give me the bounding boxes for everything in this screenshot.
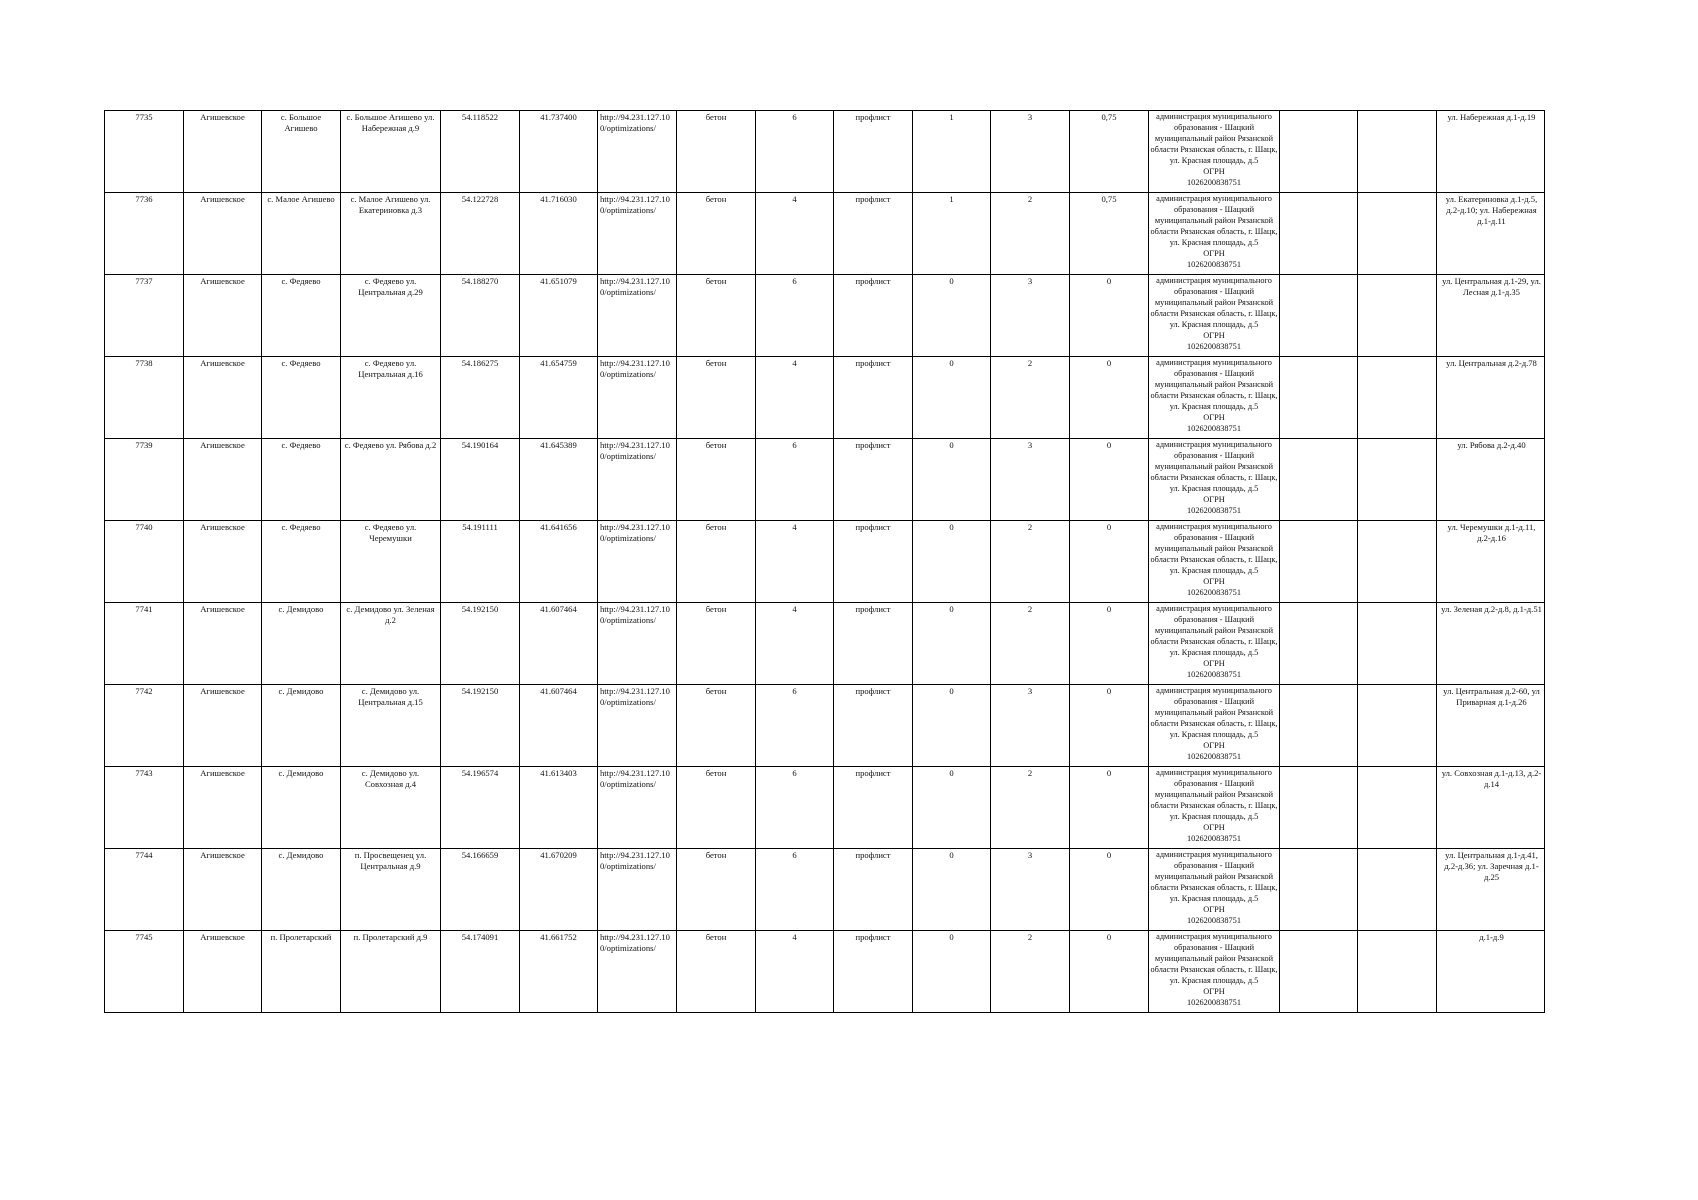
owner-cell [1149, 111, 1280, 193]
scheme-link-cell: http://94.231.127.10 0/optimizations/ [598, 111, 677, 193]
latitude-cell: 54.118522 [441, 111, 520, 193]
surface-cell: бетон [677, 357, 756, 439]
count-cell-2: 3 [991, 275, 1070, 357]
empty-cell-1 [1280, 849, 1358, 931]
served-houses-cell: ул. Набережная д.1-д.19 [1437, 111, 1545, 193]
address-cell: с. Демидово ул. Зеленая д.2 [341, 603, 441, 685]
ogrn-number: 1026200838751 [1187, 178, 1241, 187]
locality-cell: с. Демидово [262, 603, 341, 685]
longitude-cell: 41.607464 [520, 603, 598, 685]
address-cell: с. Федяево ул. Центральная д.16 [341, 357, 441, 439]
latitude-cell: 54.122728 [441, 193, 520, 275]
surface-cell: бетон [677, 111, 756, 193]
scheme-link-cell: http://94.231.127.10 0/optimizations/ [598, 685, 677, 767]
latitude-cell: 54.190164 [441, 439, 520, 521]
empty-cell-2 [1358, 603, 1437, 685]
volume-cell: 0,75 [1070, 193, 1149, 275]
count-cell-1: 0 [913, 521, 991, 603]
owner-ogrn [1150, 330, 1278, 352]
row-number-cell: 7742 [105, 685, 184, 767]
fence-cell: профлист [834, 275, 913, 357]
surface-cell: бетон [677, 439, 756, 521]
scheme-link-cell: http://94.231.127.10 0/optimizations/ [598, 275, 677, 357]
settlement-cell: Агишевское [184, 603, 262, 685]
ogrn-label: ОГРН [1203, 495, 1225, 504]
fence-cell: профлист [834, 111, 913, 193]
area-cell: 4 [756, 521, 834, 603]
empty-cell-2 [1358, 275, 1437, 357]
surface-cell: бетон [677, 275, 756, 357]
served-houses-cell: д.1-д.9 [1437, 931, 1545, 1013]
empty-cell-2 [1358, 849, 1437, 931]
locality-cell: п. Пролетарский [262, 931, 341, 1013]
count-cell-1: 0 [913, 439, 991, 521]
volume-cell: 0,75 [1070, 111, 1149, 193]
longitude-cell: 41.641656 [520, 521, 598, 603]
locality-cell: с. Федяево [262, 357, 341, 439]
empty-cell-1 [1280, 931, 1358, 1013]
area-cell: 6 [756, 111, 834, 193]
empty-cell-2 [1358, 357, 1437, 439]
count-cell-2: 2 [991, 521, 1070, 603]
owner-name: администрация муниципального образования - Шацкий муниципальный район Рязанской области Рязанская область, г. Шацк, ул. Красная площадь, д.5 [1150, 768, 1278, 821]
owner-cell [1149, 603, 1280, 685]
latitude-cell: 54.166659 [441, 849, 520, 931]
table-row [105, 439, 1545, 521]
empty-cell-2 [1358, 439, 1437, 521]
settlement-cell: Агишевское [184, 685, 262, 767]
scheme-link-cell: http://94.231.127.10 0/optimizations/ [598, 767, 677, 849]
volume-cell: 0 [1070, 439, 1149, 521]
ogrn-number: 1026200838751 [1187, 424, 1241, 433]
table-row [105, 521, 1545, 603]
fence-cell: профлист [834, 357, 913, 439]
scheme-link-cell: http://94.231.127.10 0/optimizations/ [598, 357, 677, 439]
locality-cell: с. Большое Агишево [262, 111, 341, 193]
empty-cell-1 [1280, 275, 1358, 357]
volume-cell: 0 [1070, 767, 1149, 849]
latitude-cell: 54.174091 [441, 931, 520, 1013]
count-cell-1: 0 [913, 357, 991, 439]
count-cell-2: 3 [991, 685, 1070, 767]
fence-cell: профлист [834, 603, 913, 685]
owner-ogrn [1150, 904, 1278, 926]
latitude-cell: 54.192150 [441, 685, 520, 767]
served-houses-cell: ул. Екатериновка д.1-д.5, д.2-д.10; ул. Набережная д.1-д.11 [1437, 193, 1545, 275]
volume-cell: 0 [1070, 275, 1149, 357]
surface-cell: бетон [677, 849, 756, 931]
owner-cell [1149, 439, 1280, 521]
empty-cell-1 [1280, 767, 1358, 849]
owner-ogrn [1150, 248, 1278, 270]
volume-cell: 0 [1070, 685, 1149, 767]
longitude-cell: 41.651079 [520, 275, 598, 357]
count-cell-1: 0 [913, 275, 991, 357]
row-number-cell: 7738 [105, 357, 184, 439]
count-cell-2: 3 [991, 111, 1070, 193]
volume-cell: 0 [1070, 603, 1149, 685]
count-cell-2: 2 [991, 767, 1070, 849]
table-body [105, 111, 1545, 1013]
owner-ogrn [1150, 494, 1278, 516]
area-cell: 4 [756, 193, 834, 275]
ogrn-label: ОГРН [1203, 331, 1225, 340]
locality-cell: с. Демидово [262, 849, 341, 931]
address-cell: с. Демидово ул. Совхозная д.4 [341, 767, 441, 849]
ogrn-label: ОГРН [1203, 249, 1225, 258]
latitude-cell: 54.186275 [441, 357, 520, 439]
count-cell-2: 2 [991, 193, 1070, 275]
fence-cell: профлист [834, 193, 913, 275]
count-cell-2: 2 [991, 357, 1070, 439]
area-cell: 6 [756, 685, 834, 767]
row-number-cell: 7743 [105, 767, 184, 849]
scheme-link-cell: http://94.231.127.10 0/optimizations/ [598, 849, 677, 931]
row-number-cell: 7740 [105, 521, 184, 603]
volume-cell: 0 [1070, 357, 1149, 439]
count-cell-2: 3 [991, 439, 1070, 521]
served-houses-cell: ул. Центральная д.2-60, ул Приварная д.1-д.26 [1437, 685, 1545, 767]
locality-cell: с. Федяево [262, 275, 341, 357]
ogrn-label: ОГРН [1203, 987, 1225, 996]
row-number-cell: 7745 [105, 931, 184, 1013]
empty-cell-1 [1280, 685, 1358, 767]
empty-cell-1 [1280, 521, 1358, 603]
owner-cell [1149, 685, 1280, 767]
ogrn-label: ОГРН [1203, 659, 1225, 668]
longitude-cell: 41.645389 [520, 439, 598, 521]
count-cell-1: 0 [913, 931, 991, 1013]
volume-cell: 0 [1070, 931, 1149, 1013]
count-cell-1: 0 [913, 849, 991, 931]
owner-cell [1149, 357, 1280, 439]
empty-cell-1 [1280, 193, 1358, 275]
table-row [105, 849, 1545, 931]
ogrn-number: 1026200838751 [1187, 342, 1241, 351]
row-number-cell: 7735 [105, 111, 184, 193]
address-cell: с. Федяево ул. Центральная д.29 [341, 275, 441, 357]
latitude-cell: 54.196574 [441, 767, 520, 849]
table-row [105, 685, 1545, 767]
table-row [105, 767, 1545, 849]
address-cell: с. Федяево ул. Рябова д.2 [341, 439, 441, 521]
empty-cell-1 [1280, 603, 1358, 685]
latitude-cell: 54.191111 [441, 521, 520, 603]
empty-cell-1 [1280, 357, 1358, 439]
count-cell-1: 0 [913, 685, 991, 767]
address-cell: с. Малое Агишево ул. Екатериновка д.3 [341, 193, 441, 275]
address-cell: с. Демидово ул. Центральная д.15 [341, 685, 441, 767]
owner-ogrn [1150, 740, 1278, 762]
latitude-cell: 54.188270 [441, 275, 520, 357]
owner-name: администрация муниципального образования - Шацкий муниципальный район Рязанской области Рязанская область, г. Шацк, ул. Красная площадь, д.5 [1150, 194, 1278, 247]
table-row [105, 111, 1545, 193]
ogrn-label: ОГРН [1203, 823, 1225, 832]
fence-cell: профлист [834, 439, 913, 521]
locality-cell: с. Малое Агишево [262, 193, 341, 275]
owner-name: администрация муниципального образования - Шацкий муниципальный район Рязанской области Рязанская область, г. Шацк, ул. Красная площадь, д.5 [1150, 686, 1278, 739]
area-cell: 4 [756, 603, 834, 685]
ogrn-number: 1026200838751 [1187, 916, 1241, 925]
settlement-cell: Агишевское [184, 849, 262, 931]
fence-cell: профлист [834, 849, 913, 931]
empty-cell-1 [1280, 439, 1358, 521]
owner-name: администрация муниципального образования - Шацкий муниципальный район Рязанской области Рязанская область, г. Шацк, ул. Красная площадь, д.5 [1150, 850, 1278, 903]
surface-cell: бетон [677, 767, 756, 849]
ogrn-number: 1026200838751 [1187, 998, 1241, 1007]
surface-cell: бетон [677, 521, 756, 603]
ogrn-number: 1026200838751 [1187, 506, 1241, 515]
ogrn-number: 1026200838751 [1187, 588, 1241, 597]
area-cell: 6 [756, 439, 834, 521]
registry-table [104, 110, 1545, 1013]
scheme-link-cell: http://94.231.127.10 0/optimizations/ [598, 603, 677, 685]
owner-cell [1149, 931, 1280, 1013]
count-cell-1: 0 [913, 767, 991, 849]
address-cell: п. Пролетарский д.9 [341, 931, 441, 1013]
ogrn-label: ОГРН [1203, 167, 1225, 176]
scheme-link-cell: http://94.231.127.10 0/optimizations/ [598, 521, 677, 603]
surface-cell: бетон [677, 931, 756, 1013]
served-houses-cell: ул. Зеленая д.2-д.8, д.1-д.51 [1437, 603, 1545, 685]
empty-cell-1 [1280, 111, 1358, 193]
served-houses-cell: ул. Центральная д.1-д.41, д.2-д.36; ул. Заречная д.1-д.25 [1437, 849, 1545, 931]
area-cell: 6 [756, 849, 834, 931]
settlement-cell: Агишевское [184, 357, 262, 439]
owner-cell [1149, 193, 1280, 275]
settlement-cell: Агишевское [184, 767, 262, 849]
owner-ogrn [1150, 166, 1278, 188]
row-number-cell: 7741 [105, 603, 184, 685]
longitude-cell: 41.670209 [520, 849, 598, 931]
empty-cell-2 [1358, 767, 1437, 849]
row-number-cell: 7737 [105, 275, 184, 357]
locality-cell: с. Федяево [262, 439, 341, 521]
row-number-cell: 7744 [105, 849, 184, 931]
volume-cell: 0 [1070, 849, 1149, 931]
empty-cell-2 [1358, 521, 1437, 603]
count-cell-1: 1 [913, 193, 991, 275]
surface-cell: бетон [677, 193, 756, 275]
ogrn-number: 1026200838751 [1187, 260, 1241, 269]
count-cell-2: 3 [991, 849, 1070, 931]
empty-cell-2 [1358, 685, 1437, 767]
settlement-cell: Агишевское [184, 931, 262, 1013]
area-cell: 4 [756, 357, 834, 439]
address-cell: п. Просвещенец ул. Центральная д.9 [341, 849, 441, 931]
count-cell-1: 1 [913, 111, 991, 193]
longitude-cell: 41.737400 [520, 111, 598, 193]
volume-cell: 0 [1070, 521, 1149, 603]
address-cell: с. Федяево ул. Черемушки [341, 521, 441, 603]
fence-cell: профлист [834, 767, 913, 849]
latitude-cell: 54.192150 [441, 603, 520, 685]
owner-ogrn [1150, 412, 1278, 434]
table-row [105, 193, 1545, 275]
scheme-link-cell: http://94.231.127.10 0/optimizations/ [598, 439, 677, 521]
scheme-link-cell: http://94.231.127.10 0/optimizations/ [598, 931, 677, 1013]
ogrn-label: ОГРН [1203, 905, 1225, 914]
served-houses-cell: ул. Черемушки д.1-д.11, д.2-д.16 [1437, 521, 1545, 603]
surface-cell: бетон [677, 685, 756, 767]
fence-cell: профлист [834, 521, 913, 603]
count-cell-2: 2 [991, 931, 1070, 1013]
ogrn-number: 1026200838751 [1187, 670, 1241, 679]
fence-cell: профлист [834, 685, 913, 767]
owner-name: администрация муниципального образования - Шацкий муниципальный район Рязанской области Рязанская область, г. Шацк, ул. Красная площадь, д.5 [1150, 522, 1278, 575]
served-houses-cell: ул. Совхозная д.1-д.13, д.2-д.14 [1437, 767, 1545, 849]
count-cell-1: 0 [913, 603, 991, 685]
ogrn-number: 1026200838751 [1187, 834, 1241, 843]
settlement-cell: Агишевское [184, 521, 262, 603]
ogrn-number: 1026200838751 [1187, 752, 1241, 761]
document-page [104, 110, 1545, 1013]
ogrn-label: ОГРН [1203, 577, 1225, 586]
table-row [105, 357, 1545, 439]
table-row [105, 931, 1545, 1013]
owner-cell [1149, 275, 1280, 357]
table-row [105, 275, 1545, 357]
owner-name: администрация муниципального образования - Шацкий муниципальный район Рязанской области Рязанская область, г. Шацк, ул. Красная площадь, д.5 [1150, 276, 1278, 329]
longitude-cell: 41.607464 [520, 685, 598, 767]
owner-cell [1149, 767, 1280, 849]
owner-name: администрация муниципального образования - Шацкий муниципальный район Рязанской области Рязанская область, г. Шацк, ул. Красная площадь, д.5 [1150, 358, 1278, 411]
locality-cell: с. Федяево [262, 521, 341, 603]
longitude-cell: 41.716030 [520, 193, 598, 275]
owner-name: администрация муниципального образования - Шацкий муниципальный район Рязанской области Рязанская область, г. Шацк, ул. Красная площадь, д.5 [1150, 604, 1278, 657]
ogrn-label: ОГРН [1203, 741, 1225, 750]
settlement-cell: Агишевское [184, 275, 262, 357]
locality-cell: с. Демидово [262, 685, 341, 767]
served-houses-cell: ул. Центральная д.2-д.78 [1437, 357, 1545, 439]
owner-name: администрация муниципального образования - Шацкий муниципальный район Рязанской области Рязанская область, г. Шацк, ул. Красная площадь, д.5 [1150, 440, 1278, 493]
table-row [105, 603, 1545, 685]
owner-ogrn [1150, 658, 1278, 680]
owner-ogrn [1150, 986, 1278, 1008]
locality-cell: с. Демидово [262, 767, 341, 849]
owner-name: администрация муниципального образования - Шацкий муниципальный район Рязанской области Рязанская область, г. Шацк, ул. Красная площадь, д.5 [1150, 932, 1278, 985]
owner-cell [1149, 521, 1280, 603]
owner-cell [1149, 849, 1280, 931]
owner-name: администрация муниципального образования - Шацкий муниципальный район Рязанской области Рязанская область, г. Шацк, ул. Красная площадь, д.5 [1150, 112, 1278, 165]
address-cell: с. Большое Агишево ул. Набережная д.9 [341, 111, 441, 193]
area-cell: 6 [756, 275, 834, 357]
row-number-cell: 7739 [105, 439, 184, 521]
ogrn-label: ОГРН [1203, 413, 1225, 422]
settlement-cell: Агишевское [184, 193, 262, 275]
settlement-cell: Агишевское [184, 111, 262, 193]
owner-ogrn [1150, 822, 1278, 844]
served-houses-cell: ул. Рябова д.2-д.40 [1437, 439, 1545, 521]
empty-cell-2 [1358, 193, 1437, 275]
count-cell-2: 2 [991, 603, 1070, 685]
row-number-cell: 7736 [105, 193, 184, 275]
served-houses-cell: ул. Центральная д.1-29, ул. Лесная д.1-д.35 [1437, 275, 1545, 357]
longitude-cell: 41.654759 [520, 357, 598, 439]
settlement-cell: Агишевское [184, 439, 262, 521]
fence-cell: профлист [834, 931, 913, 1013]
owner-ogrn [1150, 576, 1278, 598]
longitude-cell: 41.613403 [520, 767, 598, 849]
area-cell: 6 [756, 767, 834, 849]
scheme-link-cell: http://94.231.127.10 0/optimizations/ [598, 193, 677, 275]
empty-cell-2 [1358, 931, 1437, 1013]
area-cell: 4 [756, 931, 834, 1013]
empty-cell-2 [1358, 111, 1437, 193]
surface-cell: бетон [677, 603, 756, 685]
longitude-cell: 41.661752 [520, 931, 598, 1013]
